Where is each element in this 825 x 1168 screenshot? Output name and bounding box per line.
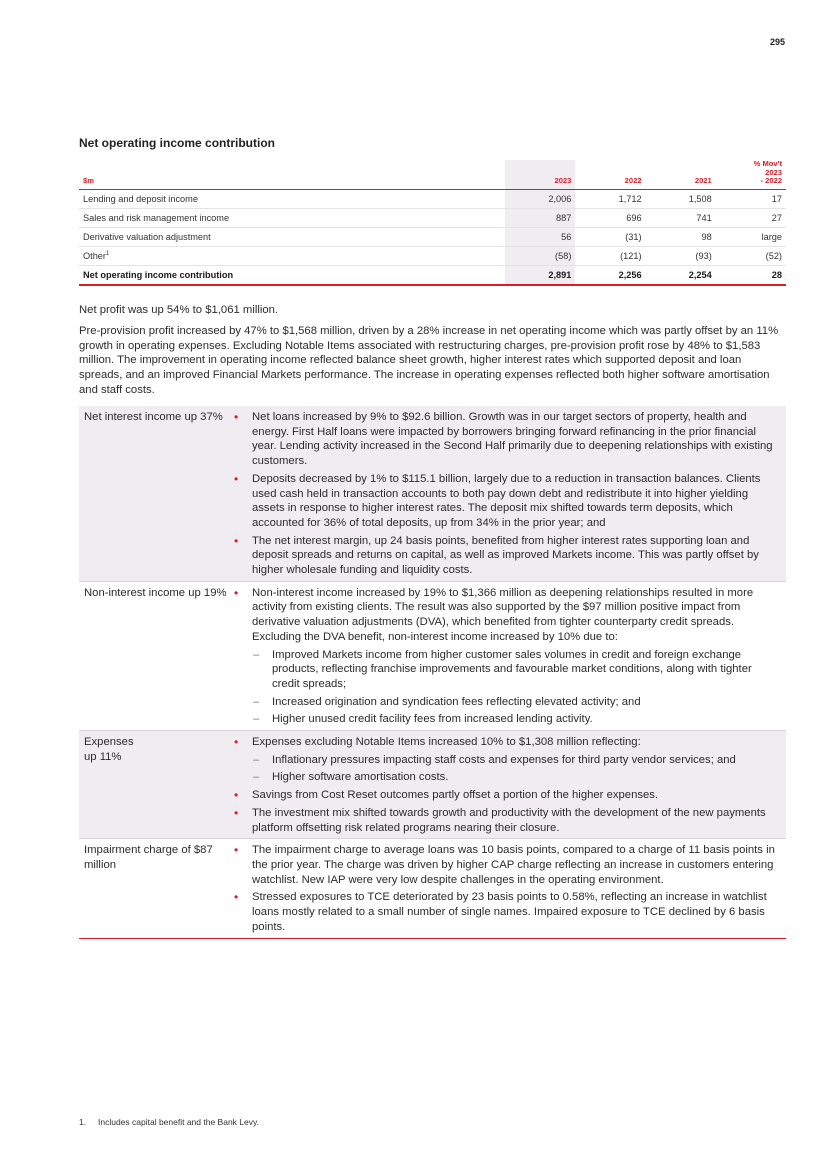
value-2023: (58) <box>505 247 575 266</box>
value-movement: 27 <box>716 209 786 228</box>
total-label: Net operating income contribution <box>79 266 505 286</box>
value-2023: 2,006 <box>505 190 575 209</box>
analysis-key: Impairment charge of $87 million <box>84 844 213 871</box>
paragraph: Pre-provision profit increased by 47% to $1,568 million, driven by a 28% increase in net operating income which was partly offset by an 11% growth in operating expenses. Excluding Notable Items associated with restructuring charges, pre-provision profit rose by 48% to $1,583 million. The improvement in operating income reflected balance sheet growth, higher interest rates which supported deposit and loan spreads, and an improved Financial Markets performance. The increase in operating expenses reflected both higher software amortisation and staff costs. <box>79 325 779 396</box>
analysis-key-line1: Expenses <box>84 736 134 749</box>
total-2023: 2,891 <box>505 266 575 286</box>
table-row <box>79 190 786 209</box>
row-label: Sales and risk management income <box>79 209 505 228</box>
bullet-item: • Net loans increased by 9% to $92.6 billion. Growth was in our target sectors of property, health and energy. First Half loans were impacted by borrowers bringing forward refinancing in the prior financial year. Lending activity increased in the Second Half primarily due to deepening relationships with existing customers. <box>231 410 780 469</box>
table-total-row <box>79 266 786 286</box>
footnote-text: Includes capital benefit and the Bank Levy. <box>98 1117 259 1127</box>
row-label-text: Other <box>83 251 106 262</box>
analysis-key: Non-interest income up 19% <box>84 586 227 599</box>
value-2021: 1,508 <box>646 190 716 209</box>
total-2021: 2,254 <box>646 266 716 286</box>
row-label <box>79 247 505 266</box>
paragraph: Net profit was up 54% to $1,061 million. <box>79 304 279 316</box>
sub-bullet-item: – Higher software amortisation costs. <box>231 770 780 785</box>
total-movement: 28 <box>716 266 786 286</box>
page-number: 295 <box>769 37 785 47</box>
header-label: $m <box>79 160 505 190</box>
value-movement: (52) <box>716 247 786 266</box>
sub-bullet-item: – Inflationary pressures impacting staff costs and expenses for third party vendor services; and <box>231 753 780 768</box>
value-2021: 98 <box>646 228 716 247</box>
analysis-key <box>79 731 231 838</box>
analysis-details <box>231 406 786 581</box>
table-row <box>79 228 786 247</box>
section-title: Net operating income contribution <box>79 136 276 150</box>
table-header-row <box>79 160 786 190</box>
header-movement-line3: - 2022 <box>760 176 782 186</box>
bullet-item: • Deposits decreased by 1% to $115.1 billion, largely due to a reduction in transaction balances. Clients used cash held in transaction accounts to both pay down debt and redistribute it into higher yielding assets in response to higher interest rates. The deposit mix shifted towards term deposits, which accounted for 36% of total deposits, up from 34% in the prior year; and <box>231 472 780 531</box>
analysis-details <box>231 582 786 730</box>
header-2022: 2022 <box>575 160 645 190</box>
analysis-row-net-interest-income <box>79 406 786 582</box>
value-2023: 887 <box>505 209 575 228</box>
sub-bullet-item: – Improved Markets income from higher customer sales volumes in credit and foreign exchange products, reflecting franchise improvements and favourable market conditions, along with tighter credit spreads; <box>231 648 780 692</box>
analysis-key-line2: up 11% <box>84 750 122 763</box>
value-movement: 17 <box>716 190 786 209</box>
analysis-table <box>79 406 786 939</box>
analysis-key: Net interest income up 37% <box>84 411 223 423</box>
net-operating-income-table <box>79 160 786 286</box>
bullet-item: • The investment mix shifted towards growth and productivity with the development of the new payments platform offsetting risk related programs nearing their closure. <box>231 806 780 835</box>
bullet-item: • Savings from Cost Reset outcomes partly offset a portion of the higher expenses. <box>231 788 780 803</box>
footnote <box>79 1117 259 1127</box>
bullet-item: • Non-interest income increased by 19% to $1,366 million as deepening relationships resulted in more activity from existing clients. The result was also supported by the $97 million positive impact from derivative valuation adjustments (DVA), which benefited from tighter counterparty credit spreads. Excluding the DVA benefit, non-interest income increased by 10% due to: <box>231 586 780 645</box>
value-2022: 1,712 <box>575 190 645 209</box>
value-2022: (121) <box>575 247 645 266</box>
footnote-number: 1. <box>79 1117 87 1127</box>
analysis-details <box>231 731 786 838</box>
row-label: Lending and deposit income <box>79 190 505 209</box>
header-movement <box>716 160 786 190</box>
table-row <box>79 209 786 228</box>
analysis-details <box>231 839 786 937</box>
table-row <box>79 247 786 266</box>
analysis-row-non-interest-income <box>79 582 786 731</box>
value-2022: (31) <box>575 228 645 247</box>
header-movement-line1: % Mov't <box>753 159 782 168</box>
value-2023: 56 <box>505 228 575 247</box>
header-2023: 2023 <box>505 160 575 190</box>
net-profit-paragraph <box>79 303 787 318</box>
value-2022: 696 <box>575 209 645 228</box>
total-2022: 2,256 <box>575 266 645 286</box>
row-label: Derivative valuation adjustment <box>79 228 505 247</box>
analysis-row-impairment-charge <box>79 839 786 937</box>
pre-provision-paragraph <box>79 324 787 398</box>
footnote-ref: 1 <box>105 251 110 258</box>
header-movement-line2: 2023 <box>765 167 782 177</box>
header-2021: 2021 <box>646 160 716 190</box>
value-movement: large <box>716 228 786 247</box>
value-2021: (93) <box>646 247 716 266</box>
bullet-item: • Stressed exposures to TCE deteriorated by 23 basis points to 0.58%, reflecting an increase in watchlist loans mostly related to a small number of single names. Impaired exposure to TCE declined by 6 basis points. <box>231 890 780 934</box>
sub-bullet-item: – Increased origination and syndication fees reflecting elevated activity; and <box>231 695 780 710</box>
analysis-row-expenses <box>79 731 786 839</box>
sub-bullet-item: – Higher unused credit facility fees from increased lending activity. <box>231 712 780 727</box>
bullet-item: • The impairment charge to average loans was 10 basis points, compared to a charge of 11 basis points in the prior year. The charge was driven by higher CAP charge reflecting an increase in customers entering watchlist. New IAP were very low despite challenges in the operating environment. <box>231 843 780 887</box>
value-2021: 741 <box>646 209 716 228</box>
bullet-item: • The net interest margin, up 24 basis points, benefited from higher interest rates supporting loan and deposit spreads and returns on capital, as well as improved Markets income. This was partly offset by higher wholesale funding and liquidity costs. <box>231 534 780 578</box>
bullet-item: • Expenses excluding Notable Items increased 10% to $1,308 million reflecting: <box>231 735 780 750</box>
